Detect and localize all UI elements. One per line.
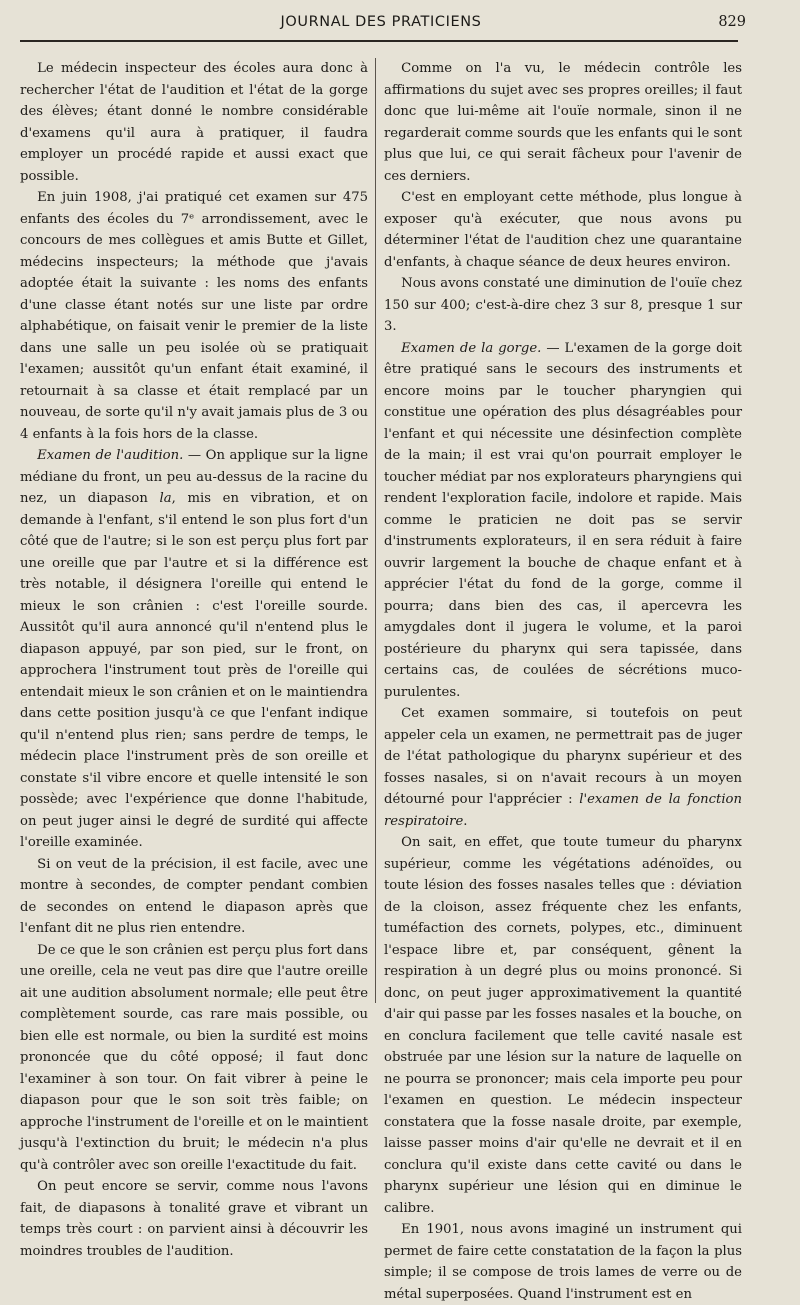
diapason-note: la — [159, 491, 172, 506]
paragraph: En 1901, nous avons imaginé un instrument qui permet de faire cette constatation de la façon la plus simple; il se compose de trois lames de verre ou de métal superposées. Quand l'instrument est en — [384, 1222, 742, 1302]
paragraph: C'est en employant cette méthode, plus longue à exposer qu'à exécuter, que nous avons pu déterminer l'état de l'audition chez une quarantaine d'enfants, à chaque séance de deux heures environ. — [384, 190, 742, 270]
right-column — [384, 58, 742, 1302]
paragraph-text: — L'examen de la gorge doit être pratiqué sans le secours des instruments et encore moins par le toucher pharyngien qui constitue une opération des plus désagréables pour l'enfant et qui nécessite une désinfection complète de la main; il est vrai qu'on pourrait employer le toucher médiat par nos explorateurs pharyngiens qui rendent l'exploration facile, indolore et rapide. Mais comme le praticien ne doit pas se servir d'instruments explorateurs, il en sera réduit à faire ouvrir largement la bouche de chaque enfant et à apprécier l'état du fond de la gorge, comme il pourra; dans bien des cas, il apercevra les amygdales dont il jugera le volume, et la paroi postérieure du pharynx qui sera tapissée, dans certains cas, de coulées de sécrétions muco-purulentes. — [384, 340, 742, 700]
left-column — [20, 58, 369, 1259]
paragraph-text: — On applique sur la ligne médiane du front, un peu au-dessus de la racine du nez, un diapason — [20, 448, 369, 506]
paragraph: Nous avons constaté une diminution de l'ouïe chez 150 sur 400; c'est-à-dire chez 3 sur 8, presque 1 sur 3. — [384, 276, 742, 334]
paragraph-respiratoire — [384, 703, 742, 832]
paragraph: On peut encore se servir, comme nous l'avons fait, de diapasons à tonalité grave et vibrant un temps très court : on parvient ainsi à découvrir les moindres troubles de l'audition. — [20, 1179, 368, 1259]
paragraph: Si on veut de la précision, il est facile, avec une montre à secondes, de compter pendant combien de secondes on entend le diapason après que l'enfant dit ne plus rien entendre. — [20, 856, 368, 936]
page-number: 829 — [718, 14, 746, 30]
paragraph: En juin 1908, j'ai pratiqué cet examen sur 475 enfants des écoles du 7ᵉ arrondissement, avec le concours de mes collègues et amis Butte et Gillet, médecins inspecteurs; la méthode que j'avais adoptée était la suivante : les noms des enfants d'une classe étant notés sur une liste par ordre alphabétique, on faisait venir le premier de la liste dans une salle un peu isolée où se pratiquait l'examen; aussitôt qu'un enfant était examiné, il retournait à sa classe et était remplacé par un nouveau, de sorte qu'il n'y avait jamais plus de 3 ou 4 enfants à la fois hors de la classe. — [20, 190, 368, 442]
paragraph: Le médecin inspecteur des écoles aura donc à rechercher l'état de l'audition et l'état de la gorge des élèves; étant donné le nombre considérable d'examens qu'il aura à pratiquer, il faudra employer un procédé rapide et aussi exact que possible. — [20, 61, 368, 184]
section-heading-audition: Examen de l'audition. — [37, 448, 184, 463]
emphasis-fonction-respiratoire: l'examen de la fonction respiratoire — [384, 792, 742, 829]
running-header — [28, 14, 746, 40]
paragraph: On sait, en effet, que toute tumeur du pharynx supérieur, comme les végétations adénoïdes, ou toute lésion des fosses nasales telles que : déviation de la cloison, assez fréquente chez les enfants, tuméfaction des cornets, polypes, etc., diminuent l'espace libre et, par conséquent, gênent la respiration à un degré plus ou moins prononcé. Si donc, on peut juger approximativement la quantité d'air qui passe par les fosses nasales et la bouche, on en conclura facilement que telle cavité nasale est obstruée par une lésion sur la nature de laquelle on ne pourra se prononcer; mais cela importe peu pour l'examen en question. Le médecin inspecteur constatera que la fosse nasale droite, par exemple, laisse passer moins d'air qu'elle ne devrait et il en conclura qu'il existe dans cette cavité ou dans le pharynx supérieur une lésion qui en diminue le calibre. — [384, 835, 742, 1216]
journal-title: JOURNAL DES PRATICIENS — [280, 14, 482, 30]
paragraph-audition — [20, 445, 368, 854]
paragraph-text: . — [463, 813, 468, 829]
paragraph-text: , mis en vibration, et on demande à l'enfant, s'il entend le son plus fort d'un côté que de l'autre; si le son est perçu plus fort par une oreille que par l'autre et si la différence est très notable, il désignera l'oreille qui entend le mieux le son crânien : c'est l'oreille sourde. Aussitôt qu'il aura annoncé qu'il n'entend plus le diapason appuyé, par son pied, sur le front, on approchera l'instrument tout près de l'oreille qui entendait mieux le son crânien et on le maintiendra dans cette position jusqu'à ce que l'enfant indique qu'il n'entend plus rien; sans perdre de temps, le médecin place l'instrument près de son oreille et constate s'il vibre encore et quelle intensité le son possède; avec l'expérience que donne l'habitude, on peut juger ainsi le degré de surdité qui affecte l'oreille examinée. — [20, 491, 368, 850]
paragraph: Comme on l'a vu, le médecin contrôle les affirmations du sujet avec ses propres oreilles; il faut donc que lui-même ait l'ouïe normale, sinon il ne regarderait comme sourds que les enfants qui le sont plus que lui, ce qui serait fâcheux pour l'avenir de ces derniers. — [384, 61, 742, 184]
column-divider — [375, 58, 376, 1003]
paragraph-text: Cet examen sommaire, si toutefois on peut appeler cela un examen, ne permettrait pas de juger de l'état pathologique du pharynx supérieur et des fosses nasales, si on n'avait recours à un moyen détourné pour l'apprécier : — [384, 706, 742, 807]
header-rule — [20, 40, 738, 42]
paragraph-gorge — [384, 338, 742, 704]
section-heading-gorge: Examen de la gorge. — [401, 340, 542, 356]
paragraph: De ce que le son crânien est perçu plus fort dans une oreille, cela ne veut pas dire que l'autre oreille ait une audition absolument normale; elle peut être complètement sourde, cas rare mais possible, ou bien elle est normale, ou bien la surdité est moins prononcée que du côté opposé; il faut donc l'examiner à son tour. On fait vibrer à peine le diapason pour que le son soit très faible; on approche l'instrument de l'oreille et on le maintient jusqu'à l'extinction du bruit; le médecin n'a plus qu'à contrôler avec son oreille l'exactitude du fait. — [20, 942, 368, 1173]
